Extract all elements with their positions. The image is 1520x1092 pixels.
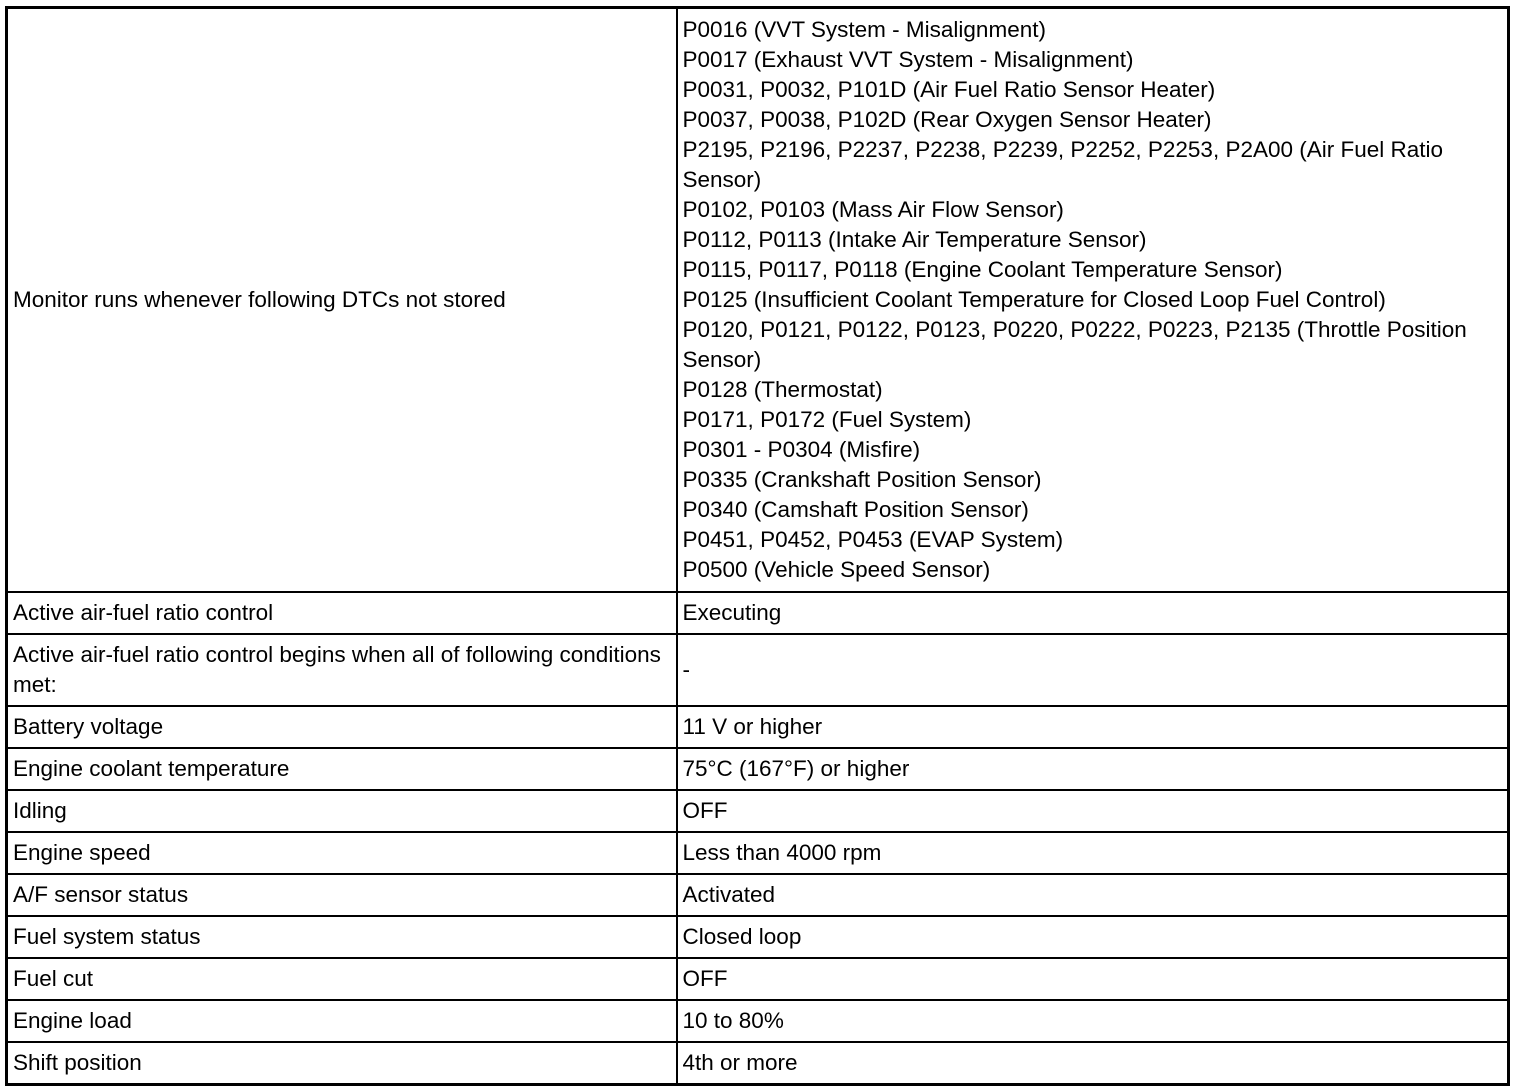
conditions-table: [5, 6, 1510, 1086]
table-row: [7, 1042, 1509, 1085]
dtc-item: P0120, P0121, P0122, P0123, P0220, P0222, P0223, P2135 (Throttle Position Sensor): [682, 317, 1467, 372]
dtc-item: P0115, P0117, P0118 (Engine Coolant Temperature Sensor): [682, 257, 1283, 282]
condition-value: 10 to 80%: [677, 1000, 1509, 1042]
condition-label: Fuel cut: [7, 958, 677, 1000]
condition-label: Engine coolant temperature: [7, 748, 677, 790]
condition-value: Executing: [677, 592, 1509, 634]
condition-value: OFF: [677, 958, 1509, 1000]
dtc-item: P0112, P0113 (Intake Air Temperature Sensor): [682, 227, 1147, 252]
condition-label: Fuel system status: [7, 916, 677, 958]
table-row: [7, 634, 1509, 706]
condition-label: Engine load: [7, 1000, 677, 1042]
table-row: [7, 748, 1509, 790]
table-row: [7, 958, 1509, 1000]
dtc-item: P0500 (Vehicle Speed Sensor): [682, 557, 991, 582]
dtc-item: P0340 (Camshaft Position Sensor): [682, 497, 1029, 522]
dtc-item: P0451, P0452, P0453 (EVAP System): [682, 527, 1064, 552]
dtc-item: P0102, P0103 (Mass Air Flow Sensor): [682, 197, 1064, 222]
dtc-list: [677, 8, 1509, 593]
dtc-item: P0017 (Exhaust VVT System - Misalignment): [682, 47, 1134, 72]
dtc-item: P0128 (Thermostat): [682, 377, 883, 402]
dtc-item: P0037, P0038, P102D (Rear Oxygen Sensor Heater): [682, 107, 1212, 132]
dtc-item: P0335 (Crankshaft Position Sensor): [682, 467, 1042, 492]
dtc-item: P2195, P2196, P2237, P2238, P2239, P2252, P2253, P2A00 (Air Fuel Ratio Sensor): [682, 137, 1444, 192]
table-row: [7, 8, 1509, 593]
condition-label: Shift position: [7, 1042, 677, 1085]
condition-value: Activated: [677, 874, 1509, 916]
condition-label: Battery voltage: [7, 706, 677, 748]
condition-value: Less than 4000 rpm: [677, 832, 1509, 874]
table-row: [7, 790, 1509, 832]
table-row: [7, 1000, 1509, 1042]
condition-label: Active air-fuel ratio control: [7, 592, 677, 634]
dtc-item: P0171, P0172 (Fuel System): [682, 407, 972, 432]
condition-value: 11 V or higher: [677, 706, 1509, 748]
dtc-item: P0125 (Insufficient Coolant Temperature for Closed Loop Fuel Control): [682, 287, 1386, 312]
condition-label: Monitor runs whenever following DTCs not stored: [7, 8, 677, 593]
condition-value: OFF: [677, 790, 1509, 832]
dtc-item: P0031, P0032, P101D (Air Fuel Ratio Sensor Heater): [682, 77, 1216, 102]
condition-label: Idling: [7, 790, 677, 832]
condition-value: -: [677, 634, 1509, 706]
condition-value: 4th or more: [677, 1042, 1509, 1085]
table-row: [7, 832, 1509, 874]
table-row: [7, 706, 1509, 748]
condition-value: Closed loop: [677, 916, 1509, 958]
table-row: [7, 874, 1509, 916]
dtc-item: P0016 (VVT System - Misalignment): [682, 17, 1046, 42]
condition-label: Engine speed: [7, 832, 677, 874]
dtc-item: P0301 - P0304 (Misfire): [682, 437, 921, 462]
table-row: [7, 916, 1509, 958]
condition-label: A/F sensor status: [7, 874, 677, 916]
table-row: [7, 592, 1509, 634]
condition-value: 75°C (167°F) or higher: [677, 748, 1509, 790]
condition-label: Active air-fuel ratio control begins when all of following conditions met:: [7, 634, 677, 706]
